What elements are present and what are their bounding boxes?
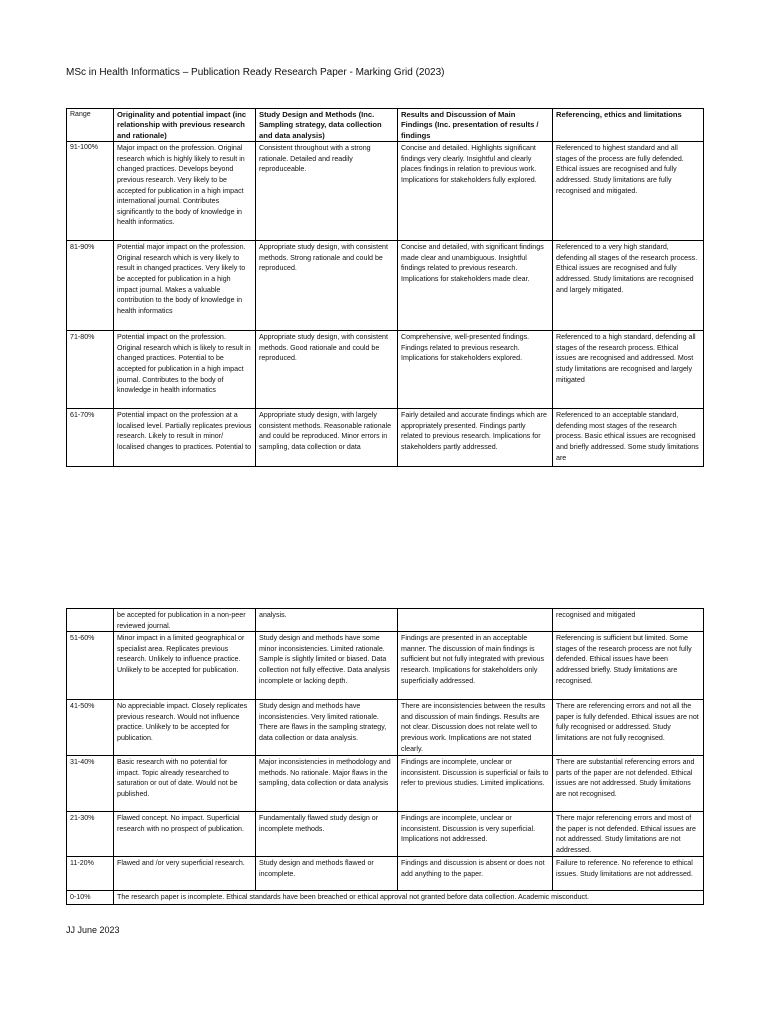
referencing-cell: Referenced to an acceptable standard, defending most stages of the research process. Basic ethical issues are recognised and briefly addressed. Some study limitations are xyxy=(553,409,704,467)
originality-cell: Potential major impact on the profession. Original research which is very likely to result in changed practices. Very likely to be accepted for publication in a high impact journal. Makes a valuable contribution to the body of knowledge in health informatics xyxy=(114,241,256,331)
table-row xyxy=(67,700,704,756)
table-row xyxy=(67,241,704,331)
referencing-cell: Failure to reference. No reference to ethical issues. Study limitations are not addressed. xyxy=(553,857,704,891)
referencing-cell: Referenced to a high standard, defending all stages of the research process. Ethical issues are recognised and addressed. Most study limitations are recognised and largely mitigated xyxy=(553,331,704,409)
results-cell: Findings are incomplete, unclear or inconsistent. Discussion is superficial or fails to refer to previous studies. Limited implications. xyxy=(398,756,553,812)
design-cell: Appropriate study design, with largely consistent methods. Reasonable rationale and could be reproduced. Minor errors in sampling, data collection or data xyxy=(256,409,398,467)
header-results: Results and Discussion of Main Findings (Inc. presentation of results / findings xyxy=(398,109,553,142)
header-referencing: Referencing, ethics and limitations xyxy=(553,109,704,142)
range-cell: 21-30% xyxy=(67,812,114,857)
range-cell: 81-90% xyxy=(67,241,114,331)
results-cell: Fairly detailed and accurate findings which are appropriately presented. Findings partly related to previous research. Implications for stakeholders partly addressed. xyxy=(398,409,553,467)
range-cell xyxy=(67,609,114,632)
marking-grid-table-part-2 xyxy=(66,608,704,905)
table-row xyxy=(67,756,704,812)
design-cell: Study design and methods have inconsistencies. Very limited rationale. There are flaws in the sampling strategy, data collection or data analysis. xyxy=(256,700,398,756)
footer-note: JJ June 2023 xyxy=(66,925,120,935)
table-row xyxy=(67,331,704,409)
header-row xyxy=(67,109,704,142)
referencing-cell: Referenced to a very high standard, defending all stages of the research process. Ethical issues are recognised and fully addressed. Study limitations are recognised and largely mitigated. xyxy=(553,241,704,331)
originality-cell: No appreciable impact. Closely replicates previous research. Would not influence practice. Unlikely to be accepted for publication. xyxy=(114,700,256,756)
range-cell: 41-50% xyxy=(67,700,114,756)
originality-cell: Basic research with no potential for impact. Topic already researched to saturation or out of date. Would not be published. xyxy=(114,756,256,812)
results-cell: There are inconsistencies between the results and discussion of main findings. Results are not clear. Discussion does not relate well to previous work. Implications are not stated clearly. xyxy=(398,700,553,756)
originality-cell: Potential impact on the profession at a localised level. Partially replicates previous research. Likely to result in minor/ localised changes to practices. Potential to xyxy=(114,409,256,467)
continuation-row xyxy=(67,609,704,632)
table-row xyxy=(67,857,704,891)
table-row xyxy=(67,632,704,700)
design-cell: Consistent throughout with a strong rationale. Detailed and readily reproduceable. xyxy=(256,142,398,241)
range-cell: 11-20% xyxy=(67,857,114,891)
header-range: Range xyxy=(67,109,114,142)
design-cell: analysis. xyxy=(256,609,398,632)
results-cell: Findings are incomplete, unclear or inconsistent. Discussion is very superficial. Implications not addressed. xyxy=(398,812,553,857)
final-row-text: The research paper is incomplete. Ethical standards have been breached or ethical approval not granted before data collection. Academic misconduct. xyxy=(114,891,704,905)
results-cell: Comprehensive, well-presented findings. Findings related to previous research. Implications for stakeholders explored. xyxy=(398,331,553,409)
range-cell: 51-60% xyxy=(67,632,114,700)
referencing-cell: recognised and mitigated xyxy=(553,609,704,632)
results-cell: Concise and detailed. Highlights significant findings very clearly. Insightful and clearly places findings in relation to previous work. Implications for stakeholders fully explored. xyxy=(398,142,553,241)
design-cell: Appropriate study design, with consistent methods. Strong rationale and could be reproduced. xyxy=(256,241,398,331)
design-cell: Fundamentally flawed study design or incomplete methods. xyxy=(256,812,398,857)
table-row xyxy=(67,812,704,857)
final-row xyxy=(67,891,704,905)
table-row xyxy=(67,142,704,241)
referencing-cell: There major referencing errors and most of the paper is not defended. Ethical issues are not addressed. Study limitations are not addressed. xyxy=(553,812,704,857)
header-design: Study Design and Methods (Inc. Sampling strategy, data collection and data analysis) xyxy=(256,109,398,142)
originality-cell: Major impact on the profession. Original research which is highly likely to result in changed practices. Develops beyond previous research. Very likely to be accepted for publication in a high impact international journal. Contributes significantly to the body of knowledge in health informatics. xyxy=(114,142,256,241)
originality-cell: be accepted for publication in a non-peer reviewed journal. xyxy=(114,609,256,632)
range-cell: 61-70% xyxy=(67,409,114,467)
document-title: MSc in Health Informatics – Publication Ready Research Paper - Marking Grid (2023) xyxy=(66,67,445,78)
design-cell: Study design and methods have some minor inconsistencies. Limited rationale. Sample is slightly limited or biased. Data collection not fully effective. Data analysis incomplete or lacking depth. xyxy=(256,632,398,700)
range-cell: 31-40% xyxy=(67,756,114,812)
originality-cell: Flawed and /or very superficial research. xyxy=(114,857,256,891)
referencing-cell: There are referencing errors and not all the paper is fully defended. Ethical issues are not fully recognised or addressed. Study limitations are not fully recognised. xyxy=(553,700,704,756)
range-cell: 71-80% xyxy=(67,331,114,409)
originality-cell: Potential impact on the profession. Original research which is likely to result in changed practices. Potential to be accepted for publication in a high impact journal. Contributes to the body of knowledge in health informatics xyxy=(114,331,256,409)
design-cell: Appropriate study design, with consistent methods. Good rationale and could be reproduced. xyxy=(256,331,398,409)
referencing-cell: There are substantial referencing errors and parts of the paper are not defended. Ethical issues are not addressed. Study limitations are not recognised. xyxy=(553,756,704,812)
results-cell: Findings are presented in an acceptable manner. The discussion of main findings is sufficient but not fully integrated with previous research. Implications for stakeholders only superficially addressed. xyxy=(398,632,553,700)
table-row xyxy=(67,409,704,467)
range-cell: 0-10% xyxy=(67,891,114,905)
originality-cell: Minor impact in a limited geographical or specialist area. Replicates previous research. Unlikely to influence practice. Unlikely to be accepted for publication. xyxy=(114,632,256,700)
design-cell: Major inconsistencies in methodology and methods. No rationale. Major flaws in the sampling, data collection or data analysis xyxy=(256,756,398,812)
results-cell xyxy=(398,609,553,632)
design-cell: Study design and methods flawed or incomplete. xyxy=(256,857,398,891)
range-cell: 91-100% xyxy=(67,142,114,241)
results-cell: Concise and detailed, with significant findings made clear and unambiguous. Insightful findings related to previous research. Implications for stakeholders made clear. xyxy=(398,241,553,331)
results-cell: Findings and discussion is absent or does not add anything to the paper. xyxy=(398,857,553,891)
header-originality: Originality and potential impact (inc relationship with previous research and rationale) xyxy=(114,109,256,142)
referencing-cell: Referencing is sufficient but limited. Some stages of the research process are not fully defended. Ethical issues have been addressed briefly. Study limitations are recognised. xyxy=(553,632,704,700)
referencing-cell: Referenced to highest standard and all stages of the process are fully defended. Ethical issues are recognised and fully addressed. Study limitations are fully recognised and mitigated. xyxy=(553,142,704,241)
originality-cell: Flawed concept. No impact. Superficial research with no prospect of publication. xyxy=(114,812,256,857)
marking-grid-table-part-1 xyxy=(66,108,704,467)
